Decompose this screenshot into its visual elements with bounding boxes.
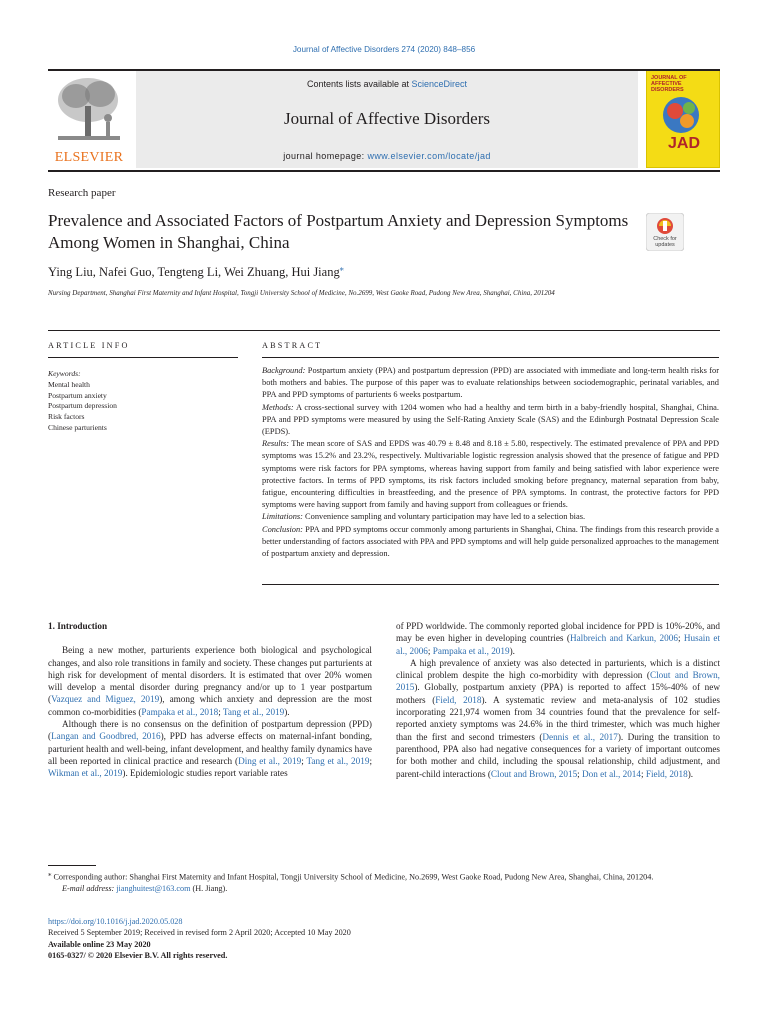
- limitations-label: Limitations:: [262, 512, 303, 522]
- conclusion-label: Conclusion:: [262, 524, 303, 534]
- keyword-item: Postpartum anxiety: [48, 390, 107, 400]
- reference-link[interactable]: Wikman et al., 2019: [48, 768, 123, 779]
- text-run: A high prevalence of anxiety was also detected in parturients, which is a distinct clinical problem despite the high co-morbidity with depression (: [396, 657, 720, 681]
- methods-text: A cross-sectional survey with 1204 women who had a healthy and term birth in a baby-friendly hospital, Shanghai, China. PPA and PPD symptoms were measured by using the Self-Rating Anxiety Scale (SAS) and the Edinburgh Postnatal Depression Scale (EPDS).: [262, 402, 719, 437]
- keyword-item: Mental health: [48, 379, 90, 389]
- body-right-column: [396, 620, 720, 780]
- results-text: The mean score of SAS and EPDS was 40.79 ± 8.48 and 8.18 ± 5.80, respectively. The estimated prevalence of PPA and PPD symptoms was 15.2% and 23.2%, respectively. Multivariable logistic regression analysis showed that the presence of fatigue and PPD symptoms were risk factors for PPA symptoms, whereas having support from family and being satisfied with labor experience were protective factors. In terms of PPD symptoms, its risk factors included smoking before pregnancy, maternal separation from baby, fatigue, encountering difficulties in breastfeeding, and the presence of PPA symptoms. In contrast, the protective factors for PPD symptoms were having support from family and having support from colleagues or friends.: [262, 439, 719, 510]
- article-type: Research paper: [48, 187, 116, 199]
- text-run: ;: [577, 768, 583, 779]
- cover-brain-image: [647, 71, 720, 168]
- text-run: ;: [427, 645, 433, 656]
- article-title: Prevalence and Associated Factors of Postpartum Anxiety and Depression Symptoms Among Women in Shanghai, China: [48, 211, 629, 252]
- text-run: ).: [687, 768, 694, 779]
- text-run: ), among which anxiety and depression are the most common co-morbidities (: [48, 694, 372, 717]
- crossmark-text: Check for updates: [653, 236, 677, 248]
- info-heading-rule: [48, 357, 238, 358]
- text-run: ;: [301, 755, 307, 766]
- limitations-text: Convenience sampling and voluntary participation may have led to a selection bias.: [302, 512, 586, 522]
- text-run: ). Globally, postpartum anxiety (PPA) is reported to affect 15%-40% of new mothers (: [396, 682, 720, 705]
- email-link[interactable]: jianghuitest@163.com: [116, 884, 191, 894]
- masthead-bottom-rule: [48, 170, 720, 172]
- reference-link[interactable]: Don et al., 2014: [582, 768, 641, 779]
- masthead-top-rule: [48, 69, 720, 71]
- abstract-bottom-rule: [262, 584, 719, 585]
- affiliation: Nursing Department, Shanghai First Maternity and Infant Hospital, Tongji University School of Medicine, No.2699, West Gaoke Road, Pudong New Area, Shanghai, China, 201204: [48, 289, 555, 297]
- methods-label: Methods:: [262, 402, 294, 412]
- journal-cover-thumbnail[interactable]: [646, 70, 720, 168]
- journal-banner: [136, 70, 638, 168]
- available-online: Available online 23 May 2020: [48, 939, 151, 949]
- section-title-introduction: 1. Introduction: [48, 621, 108, 631]
- reference-link[interactable]: Field, 2018: [435, 694, 482, 705]
- corresponding-author-mark[interactable]: ⁎: [339, 264, 344, 273]
- background-text: Postpartum anxiety (PPA) and postpartum depression (PPD) are associated with immediate and long-term health risks for both mothers and babies. The purpose of this paper was to evaluate relationships between sociodemographic, perinatal variables, and PPA and PPD symptoms of parturients 6 weeks postpartum.: [262, 366, 719, 400]
- author-list: [48, 264, 344, 280]
- intro-paragraph-2-continued: [396, 620, 720, 657]
- intro-paragraph-3: [396, 657, 720, 780]
- footnote-mark: ⁎: [48, 871, 52, 878]
- abstract-methods: [262, 402, 719, 439]
- abstract-body: [262, 365, 719, 560]
- keyword-item: Postpartum depression: [48, 401, 117, 411]
- abstract-limitations: [262, 511, 719, 523]
- email-suffix: (H. Jiang).: [190, 884, 228, 894]
- keywords-block: [48, 369, 238, 434]
- homepage-line: [136, 151, 638, 161]
- history-dates: Received 5 September 2019; Received in revised form 2 April 2020; Accepted 10 May 2020: [48, 928, 351, 938]
- footnote-text: Corresponding author: Shanghai First Maternity and Infant Hospital, Tongji University School of Medicine, No.2699, West Gaoke Road, Pudong New Area, Shanghai, China, 201204.: [51, 872, 654, 882]
- reference-link[interactable]: Halbreich and Karkun, 2006: [569, 633, 678, 644]
- crossmark-badge[interactable]: [646, 213, 684, 251]
- corresponding-author-footnote: [48, 869, 720, 895]
- reference-link[interactable]: Husain et al., 2006: [396, 633, 720, 656]
- text-run: ). A systematic review and meta-analysis of 102 studies incorporating 221,974 women from 34 countries found that the prevalence for self-reported anxiety symptoms was 24.6% in the third trimester, which was much higher than the first and second trimesters (: [396, 694, 720, 742]
- keyword-item: Chinese parturients: [48, 422, 107, 432]
- reference-link[interactable]: Pampaka et al., 2018: [141, 706, 219, 717]
- publisher-name: ELSEVIER: [54, 150, 124, 165]
- text-run: ;: [677, 633, 684, 644]
- reference-link[interactable]: Pampaka et al., 2019: [432, 645, 510, 656]
- reference-link[interactable]: Vazquez and Miguez, 2019: [51, 694, 160, 705]
- text-run: ;: [369, 755, 372, 766]
- homepage-prefix: journal homepage:: [283, 151, 368, 161]
- keyword-item: Risk factors: [48, 412, 85, 422]
- contents-line: [136, 79, 638, 89]
- masthead: [48, 70, 720, 168]
- conclusion-text: PPA and PPD symptoms occur commonly among parturients in Shanghai, China. The findings from this research provide a better understanding of factors associated with PPA and PPD symptoms and will help guide personalized approaches to the management of postpartum anxiety and depression.: [262, 524, 719, 559]
- contents-prefix: Contents lists available at: [306, 79, 412, 89]
- reference-link[interactable]: Clout and Brown, 2015: [396, 670, 720, 693]
- text-run: ). Epidemiologic studies report variable rates: [122, 768, 288, 779]
- text-run: ;: [640, 768, 646, 779]
- email-label: E-mail address:: [62, 884, 115, 894]
- info-top-rule: [48, 330, 720, 331]
- reference-link[interactable]: Field, 2018: [645, 768, 688, 779]
- text-run: Being a new mother, parturients experience both biological and psychological changes, and also role transitions in family and society. These changes put parturients at high risk for development of mental disorders. It is estimated that over 20% women will develop a mental disorder during pregnancy and/or up to 1 year postpartum (: [48, 645, 372, 705]
- background-label: Background:: [262, 366, 306, 375]
- footnote-email-line: [48, 883, 720, 894]
- abstract-heading-rule: [262, 357, 719, 358]
- body-left-column: [48, 620, 372, 780]
- keywords-label: Keywords:: [48, 369, 81, 378]
- footnote-rule: [48, 865, 96, 866]
- reference-link[interactable]: Clout and Brown, 2015: [490, 768, 578, 779]
- reference-link[interactable]: Langan and Goodbred, 2016: [51, 731, 161, 742]
- abstract-results: [262, 438, 719, 511]
- cover-title: JOURNAL OF AFFECTIVE DISORDERS: [651, 75, 687, 94]
- text-run: ), PPD has adverse effects on maternal-infant bonding, parturient health and well-being, infant development, and healthy family dynamics have all been reported in clinical practice and research (: [48, 731, 373, 766]
- text-run: ). During the transition to parenthood, PPA also had negative consequences for a variety of important outcomes for both mother and child, including the spousal relationship, child adjustment, and parent-child interactions (: [396, 731, 720, 779]
- text-run: Although there is no consensus on the definition of postpartum depression (PPD) (: [48, 719, 372, 742]
- doi-link[interactable]: https://doi.org/10.1016/j.jad.2020.05.028: [48, 917, 183, 926]
- intro-paragraph-1: [48, 644, 372, 718]
- abstract-conclusion: [262, 524, 719, 561]
- results-label: Results:: [262, 439, 289, 449]
- text-run: of PPD worldwide. The commonly reported global incidence for PPD is 10%-20%, and may be even higher in developing countries (: [396, 621, 720, 644]
- journal-name: Journal of Affective Disorders: [284, 109, 490, 128]
- reference-link[interactable]: Ding et al., 2019: [238, 755, 302, 766]
- intro-paragraph-2: [48, 718, 372, 779]
- text-run: ;: [218, 706, 223, 717]
- authors-text: Ying Liu, Nafei Guo, Tengteng Li, Wei Zhuang, Hui Jiang: [48, 265, 340, 280]
- cover-abbrev: JAD: [667, 135, 700, 152]
- copyright-line: 0165-0327/ © 2020 Elsevier B.V. All rights reserved.: [48, 951, 228, 961]
- article-metadata: [48, 916, 720, 962]
- abstract-heading: ABSTRACT: [262, 341, 323, 350]
- abstract-background: [262, 365, 719, 402]
- homepage-link[interactable]: www.elsevier.com/locate/jad: [367, 151, 491, 161]
- journal-citation[interactable]: Journal of Affective Disorders 274 (2020) 848–856: [292, 45, 476, 54]
- text-run: ).: [284, 706, 290, 717]
- footnote-address: [48, 869, 720, 883]
- reference-link[interactable]: Tang et al., 2019: [306, 755, 370, 766]
- reference-link[interactable]: Dennis et al., 2017: [542, 731, 618, 742]
- sciencedirect-link[interactable]: ScienceDirect: [411, 79, 468, 89]
- text-run: ).: [509, 645, 515, 656]
- reference-link[interactable]: Tang et al., 2019: [222, 706, 285, 717]
- article-info-heading: ARTICLE INFO: [48, 341, 130, 350]
